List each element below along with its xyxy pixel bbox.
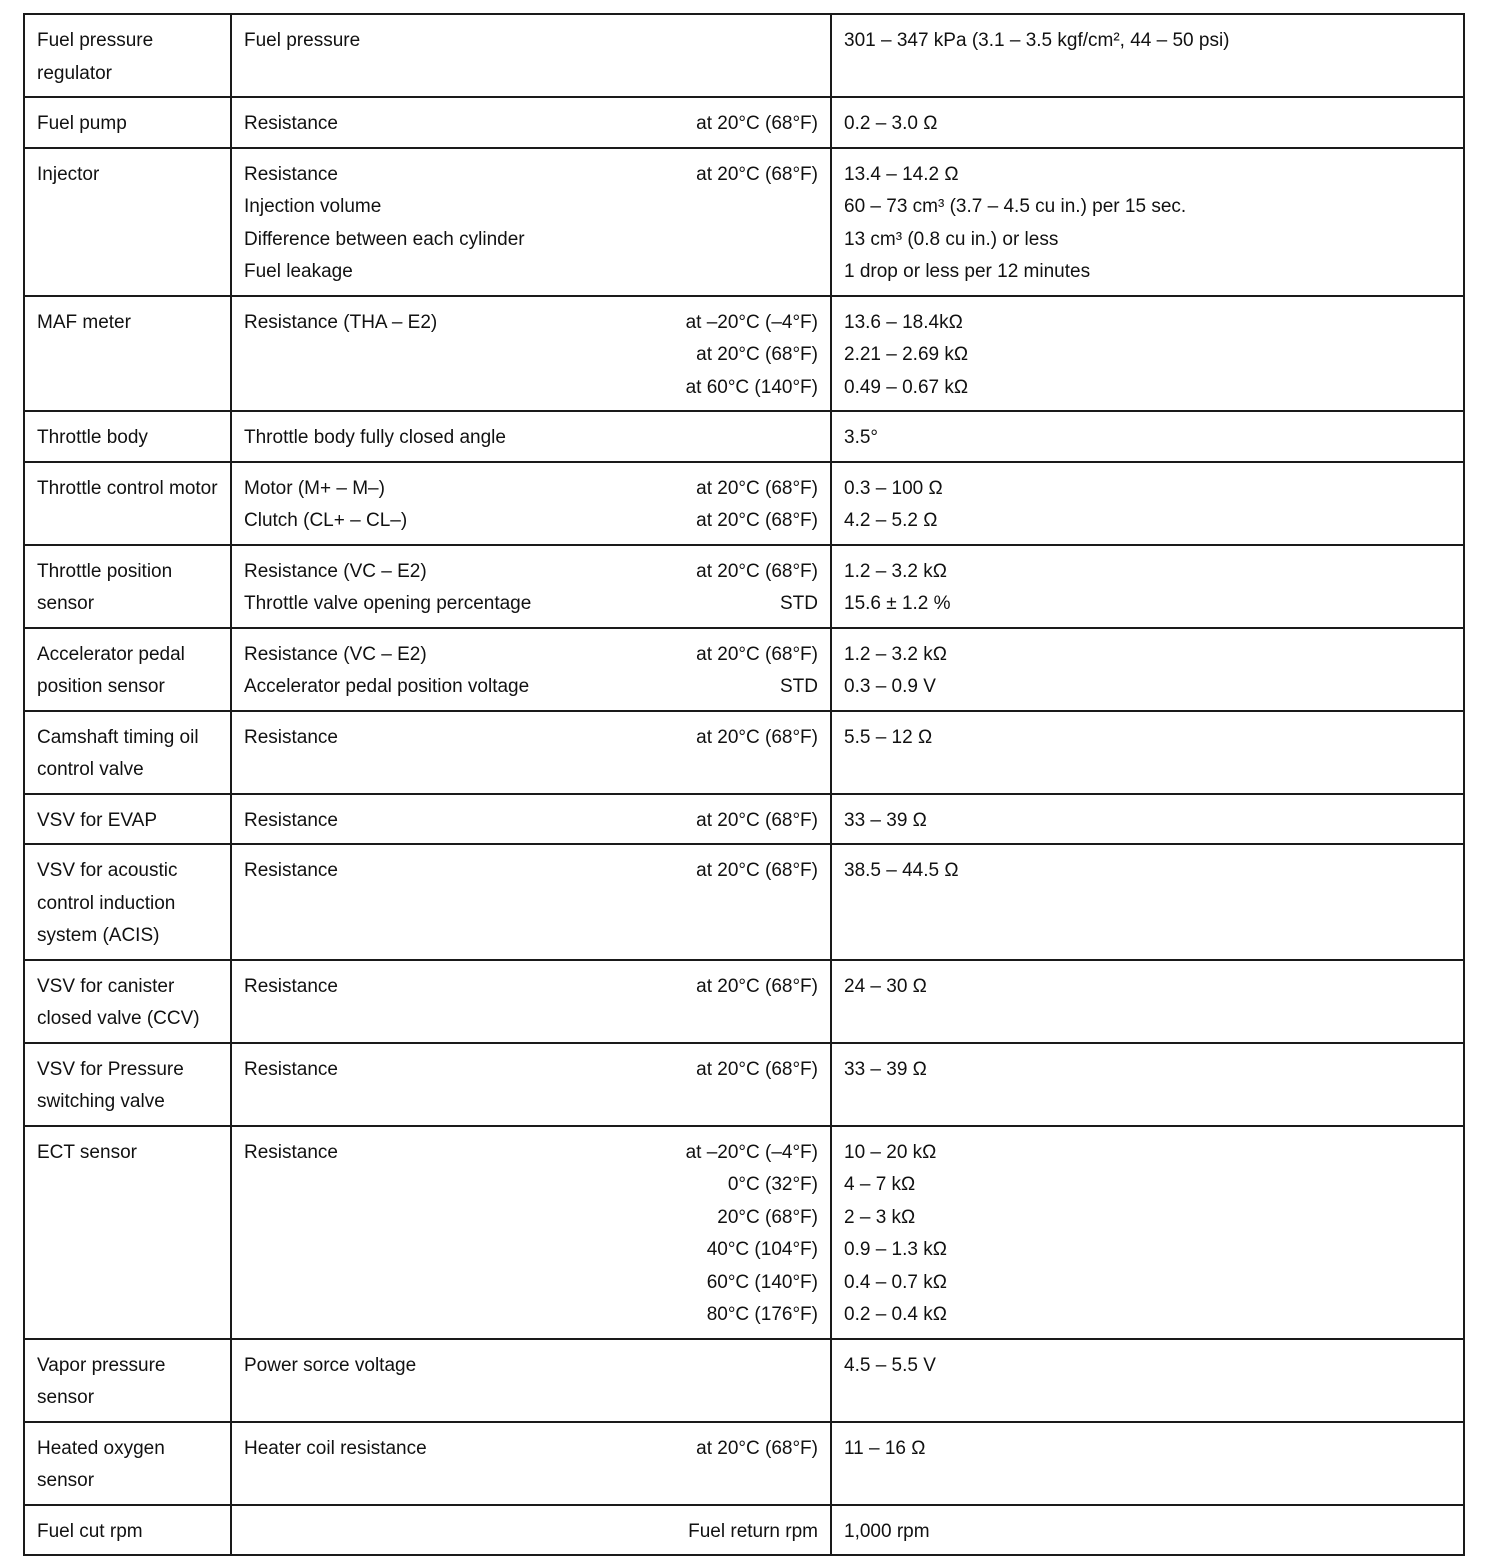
spec-value: 2.21 – 2.69 kΩ bbox=[844, 344, 969, 365]
item-line bbox=[244, 588, 818, 621]
item-line bbox=[244, 1433, 818, 1466]
item-condition: 0°C (32°F) bbox=[727, 1174, 818, 1195]
component-name: Heated oxygen sensor bbox=[37, 1437, 165, 1491]
item-line bbox=[244, 722, 818, 755]
item-line bbox=[244, 505, 818, 538]
item-condition: at 20°C (68°F) bbox=[696, 1437, 818, 1459]
component-cell bbox=[24, 1339, 231, 1422]
component-cell bbox=[24, 545, 231, 628]
value-cell bbox=[831, 1126, 1464, 1339]
item-condition: at 20°C (68°F) bbox=[696, 975, 818, 997]
item-cell bbox=[231, 296, 831, 412]
item-line bbox=[244, 671, 818, 704]
item-condition: at –20°C (–4°F) bbox=[685, 1141, 818, 1163]
item-label: Heater coil resistance bbox=[244, 1437, 427, 1459]
item-label: Injection volume bbox=[244, 196, 382, 217]
spec-value: 1 drop or less per 12 minutes bbox=[844, 261, 1091, 282]
item-cell bbox=[231, 628, 831, 711]
item-condition: at –20°C (–4°F) bbox=[685, 311, 818, 333]
item-condition: at 20°C (68°F) bbox=[696, 860, 818, 881]
table-row bbox=[24, 462, 1464, 545]
item-condition: at 20°C (68°F) bbox=[696, 560, 818, 582]
component-name: VSV for canister closed valve (CCV) bbox=[37, 975, 200, 1029]
spec-value: 0.4 – 0.7 kΩ bbox=[844, 1271, 947, 1293]
component-name: Vapor pressure sensor bbox=[37, 1354, 166, 1408]
specification-table bbox=[23, 13, 1465, 1556]
item-line bbox=[244, 25, 818, 58]
item-condition: at 20°C (68°F) bbox=[696, 477, 818, 499]
item-condition: at 20°C (68°F) bbox=[696, 113, 818, 134]
item-line bbox=[244, 256, 818, 289]
component-name: Injector bbox=[37, 163, 100, 185]
table-row bbox=[24, 844, 1464, 960]
value-cell bbox=[831, 545, 1464, 628]
value-cell bbox=[831, 960, 1464, 1043]
table-row bbox=[24, 1505, 1464, 1556]
item-line bbox=[244, 805, 818, 838]
item-label: Resistance bbox=[244, 1058, 338, 1080]
item-condition: at 20°C (68°F) bbox=[696, 643, 818, 665]
table-row bbox=[24, 1339, 1464, 1422]
spec-value: 24 – 30 Ω bbox=[844, 975, 927, 997]
item-line bbox=[244, 1234, 818, 1267]
item-cell bbox=[231, 960, 831, 1043]
item-cell bbox=[231, 148, 831, 296]
item-line bbox=[244, 1516, 818, 1549]
item-label: Motor (M+ – M–) bbox=[244, 477, 385, 499]
value-cell bbox=[831, 462, 1464, 545]
item-line bbox=[244, 191, 818, 224]
table-row bbox=[24, 411, 1464, 462]
item-line bbox=[244, 422, 818, 455]
spec-value: 10 – 20 kΩ bbox=[844, 1141, 937, 1163]
item-label: Fuel leakage bbox=[244, 261, 353, 282]
item-line bbox=[244, 1350, 818, 1383]
item-line bbox=[244, 224, 818, 257]
table-row bbox=[24, 1126, 1464, 1339]
item-label: Resistance bbox=[244, 726, 338, 748]
component-cell bbox=[24, 960, 231, 1043]
value-cell bbox=[831, 1339, 1464, 1422]
spec-value: 4.5 – 5.5 V bbox=[844, 1354, 936, 1376]
item-condition: Fuel return rpm bbox=[688, 1520, 818, 1542]
value-cell bbox=[831, 628, 1464, 711]
value-cell bbox=[831, 296, 1464, 412]
spec-value: 5.5 – 12 Ω bbox=[844, 726, 933, 748]
component-name: Fuel pressure regulator bbox=[37, 30, 154, 84]
component-cell bbox=[24, 411, 231, 462]
item-cell bbox=[231, 545, 831, 628]
item-condition: STD bbox=[780, 676, 818, 697]
item-cell bbox=[231, 1422, 831, 1505]
table-row bbox=[24, 97, 1464, 148]
spec-value: 0.3 – 0.9 V bbox=[844, 676, 936, 697]
item-label: Clutch (CL+ – CL–) bbox=[244, 510, 408, 531]
component-cell bbox=[24, 296, 231, 412]
item-cell bbox=[231, 462, 831, 545]
spec-value: 4.2 – 5.2 Ω bbox=[844, 510, 938, 531]
item-cell bbox=[231, 794, 831, 845]
spec-value: 0.3 – 100 Ω bbox=[844, 477, 943, 499]
component-name: Camshaft timing oil control valve bbox=[37, 726, 199, 780]
spec-value: 0.9 – 1.3 kΩ bbox=[844, 1239, 947, 1260]
item-label: Resistance bbox=[244, 1141, 338, 1163]
item-condition: at 20°C (68°F) bbox=[696, 163, 818, 185]
item-line bbox=[244, 339, 818, 372]
item-line bbox=[244, 855, 818, 888]
value-cell bbox=[831, 1505, 1464, 1556]
item-label: Resistance bbox=[244, 163, 338, 185]
component-cell bbox=[24, 1505, 231, 1556]
table-row bbox=[24, 794, 1464, 845]
component-cell bbox=[24, 14, 231, 97]
item-cell bbox=[231, 711, 831, 794]
item-label: Resistance bbox=[244, 860, 338, 881]
item-cell bbox=[231, 1505, 831, 1556]
value-cell bbox=[831, 411, 1464, 462]
component-name: Fuel pump bbox=[37, 113, 127, 134]
item-line bbox=[244, 971, 818, 1004]
component-name: Throttle body bbox=[37, 427, 148, 448]
item-line bbox=[244, 473, 818, 506]
item-condition: at 20°C (68°F) bbox=[696, 510, 818, 531]
value-cell bbox=[831, 148, 1464, 296]
value-cell bbox=[831, 844, 1464, 960]
component-name: VSV for Pressure switching valve bbox=[37, 1058, 184, 1112]
item-line bbox=[244, 1054, 818, 1087]
item-condition: 80°C (176°F) bbox=[706, 1304, 818, 1325]
component-cell bbox=[24, 97, 231, 148]
table-row bbox=[24, 711, 1464, 794]
spec-value: 33 – 39 Ω bbox=[844, 809, 927, 831]
spec-value: 0.2 – 0.4 kΩ bbox=[844, 1304, 947, 1325]
item-line bbox=[244, 1202, 818, 1235]
component-cell bbox=[24, 794, 231, 845]
spec-value: 15.6 ± 1.2 % bbox=[844, 593, 951, 614]
spec-value: 3.5° bbox=[844, 427, 879, 448]
spec-value: 33 – 39 Ω bbox=[844, 1058, 927, 1080]
component-name: Throttle position sensor bbox=[37, 560, 173, 614]
item-cell bbox=[231, 1043, 831, 1126]
item-line bbox=[244, 639, 818, 672]
table-row bbox=[24, 1422, 1464, 1505]
item-cell bbox=[231, 14, 831, 97]
item-label: Difference between each cylinder bbox=[244, 228, 525, 250]
component-cell bbox=[24, 148, 231, 296]
item-line bbox=[244, 307, 818, 340]
value-cell bbox=[831, 1043, 1464, 1126]
item-cell bbox=[231, 1339, 831, 1422]
spec-value: 0.2 – 3.0 Ω bbox=[844, 113, 938, 134]
table-row bbox=[24, 545, 1464, 628]
table-row bbox=[24, 1043, 1464, 1126]
item-label: Resistance (THA – E2) bbox=[244, 311, 438, 333]
item-cell bbox=[231, 1126, 831, 1339]
component-name: Accelerator pedal position sensor bbox=[37, 643, 185, 697]
component-name: VSV for EVAP bbox=[37, 809, 158, 831]
value-cell bbox=[831, 711, 1464, 794]
item-label: Resistance (VC – E2) bbox=[244, 643, 427, 665]
item-cell bbox=[231, 844, 831, 960]
item-line bbox=[244, 1267, 818, 1300]
spec-value: 13 cm³ (0.8 cu in.) or less bbox=[844, 228, 1059, 250]
item-label: Throttle valve opening percentage bbox=[244, 593, 532, 614]
item-label: Resistance bbox=[244, 809, 338, 831]
spec-value: 1,000 rpm bbox=[844, 1520, 930, 1542]
value-cell bbox=[831, 97, 1464, 148]
table-row bbox=[24, 296, 1464, 412]
item-condition: STD bbox=[780, 593, 818, 614]
item-label: Accelerator pedal position voltage bbox=[244, 676, 530, 697]
item-line bbox=[244, 1137, 818, 1170]
item-condition: at 20°C (68°F) bbox=[696, 344, 818, 365]
specification-table-body bbox=[24, 14, 1464, 1555]
item-condition: at 20°C (68°F) bbox=[696, 1058, 818, 1080]
spec-value: 2 – 3 kΩ bbox=[844, 1206, 916, 1228]
item-label: Throttle body fully closed angle bbox=[244, 427, 506, 448]
item-condition: 40°C (104°F) bbox=[706, 1239, 818, 1260]
item-label: Resistance bbox=[244, 975, 338, 997]
component-cell bbox=[24, 1043, 231, 1126]
component-cell bbox=[24, 462, 231, 545]
spec-value: 60 – 73 cm³ (3.7 – 4.5 cu in.) per 15 sec. bbox=[844, 196, 1187, 217]
item-label: Resistance (VC – E2) bbox=[244, 560, 427, 582]
spec-value: 13.6 – 18.4kΩ bbox=[844, 311, 963, 333]
component-name: ECT sensor bbox=[37, 1141, 137, 1163]
spec-value: 1.2 – 3.2 kΩ bbox=[844, 560, 947, 582]
table-row bbox=[24, 628, 1464, 711]
item-condition: 60°C (140°F) bbox=[706, 1271, 818, 1293]
table-row bbox=[24, 14, 1464, 97]
item-line bbox=[244, 108, 818, 141]
item-line bbox=[244, 1299, 818, 1332]
item-line bbox=[244, 1169, 818, 1202]
item-condition: 20°C (68°F) bbox=[717, 1206, 818, 1228]
component-cell bbox=[24, 1126, 231, 1339]
spec-value: 301 – 347 kPa (3.1 – 3.5 kgf/cm², 44 – 50 psi) bbox=[844, 30, 1230, 51]
value-cell bbox=[831, 14, 1464, 97]
spec-value: 4 – 7 kΩ bbox=[844, 1174, 916, 1195]
component-name: Fuel cut rpm bbox=[37, 1520, 143, 1542]
item-line bbox=[244, 556, 818, 589]
component-cell bbox=[24, 844, 231, 960]
value-cell bbox=[831, 1422, 1464, 1505]
spec-value: 1.2 – 3.2 kΩ bbox=[844, 643, 947, 665]
item-label: Fuel pressure bbox=[244, 30, 361, 51]
component-cell bbox=[24, 1422, 231, 1505]
spec-value: 13.4 – 14.2 Ω bbox=[844, 163, 959, 185]
item-label: Power sorce voltage bbox=[244, 1354, 417, 1376]
spec-value: 11 – 16 Ω bbox=[844, 1437, 926, 1459]
table-row bbox=[24, 148, 1464, 296]
spec-value: 38.5 – 44.5 Ω bbox=[844, 860, 959, 881]
item-condition: at 20°C (68°F) bbox=[696, 726, 818, 748]
item-line bbox=[244, 159, 818, 192]
value-cell bbox=[831, 794, 1464, 845]
item-line bbox=[244, 372, 818, 405]
component-name: Throttle control motor bbox=[37, 477, 218, 499]
item-cell bbox=[231, 97, 831, 148]
item-condition: at 60°C (140°F) bbox=[685, 376, 818, 398]
item-condition: at 20°C (68°F) bbox=[696, 809, 818, 831]
item-label: Resistance bbox=[244, 113, 338, 134]
component-cell bbox=[24, 711, 231, 794]
component-cell bbox=[24, 628, 231, 711]
table-row bbox=[24, 960, 1464, 1043]
item-cell bbox=[231, 411, 831, 462]
spec-value: 0.49 – 0.67 kΩ bbox=[844, 376, 969, 398]
component-name: VSV for acoustic control induction system (ACIS) bbox=[37, 860, 178, 946]
component-name: MAF meter bbox=[37, 311, 131, 333]
